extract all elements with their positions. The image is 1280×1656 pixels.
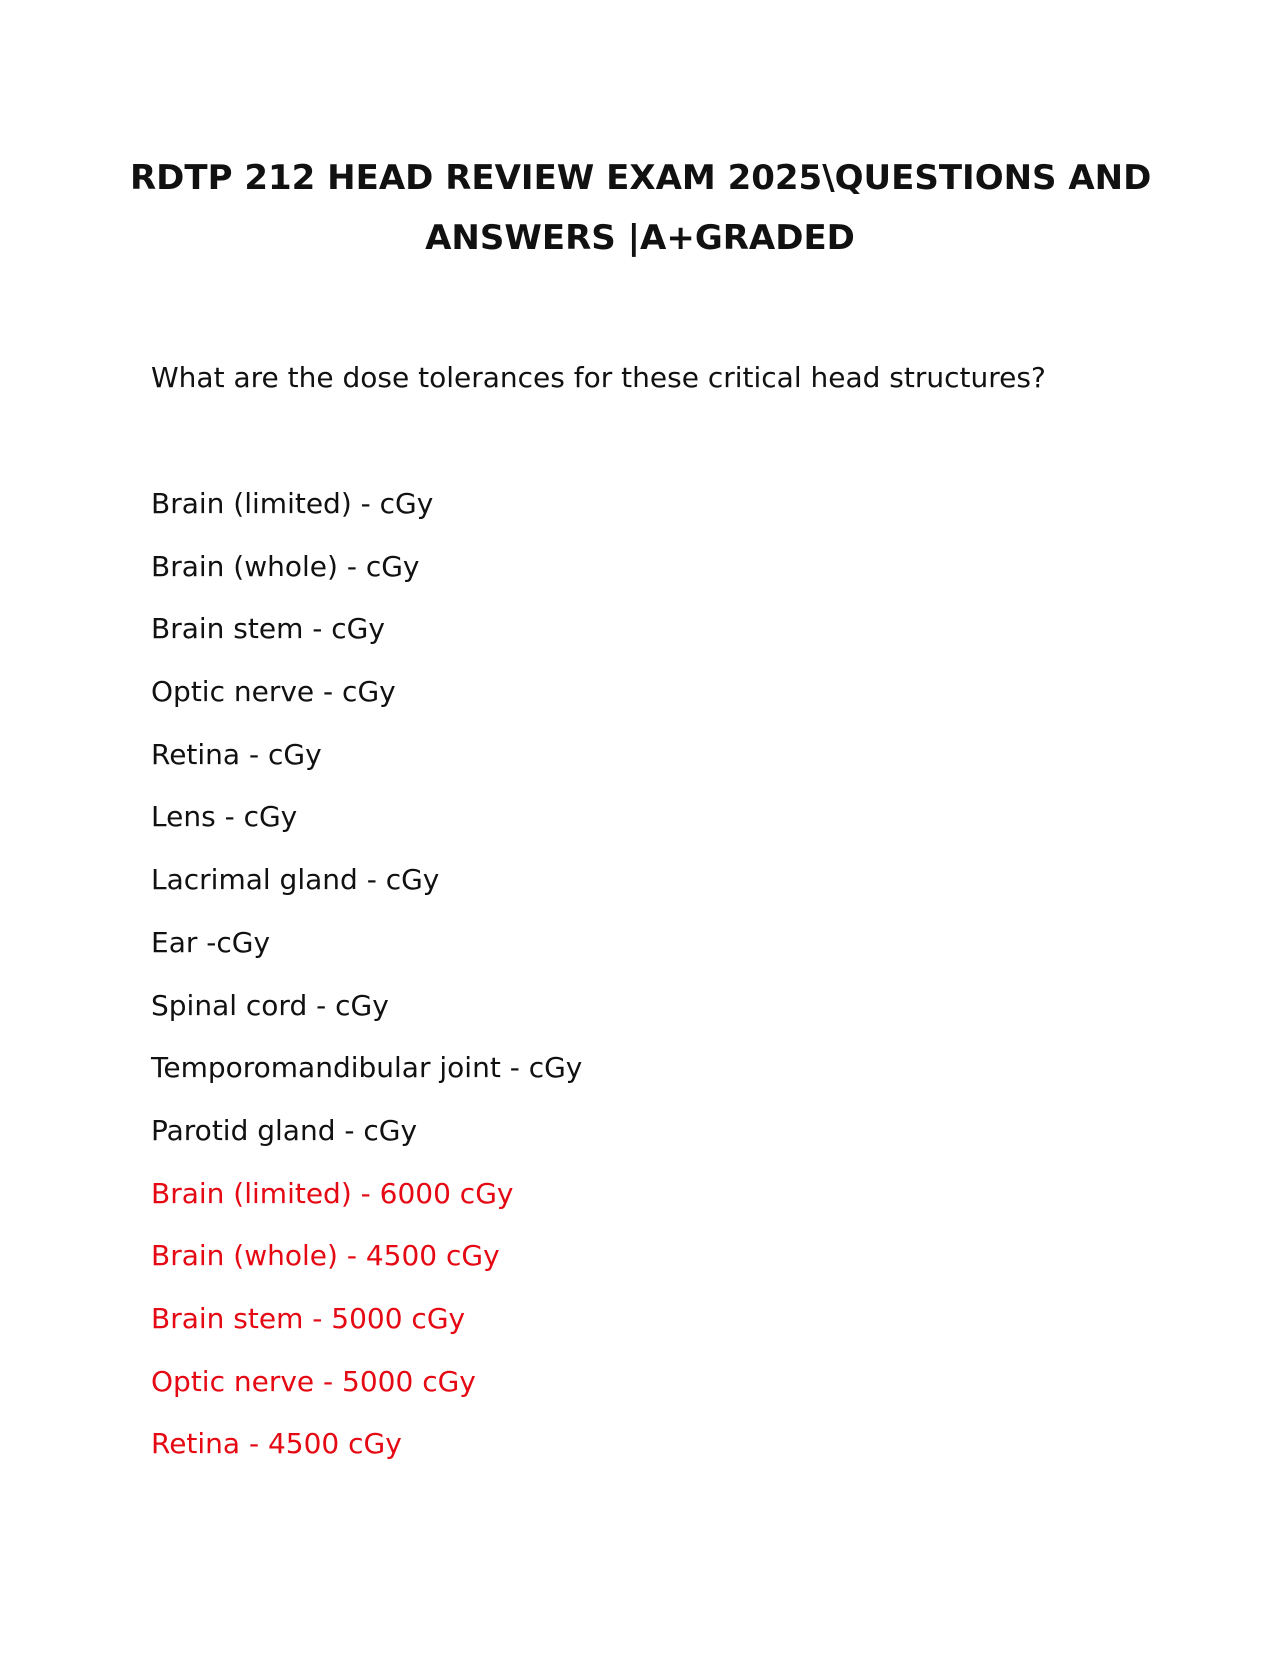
- prompt-item: Brain stem - cGy: [151, 612, 385, 646]
- prompt-item: Ear -cGy: [151, 925, 271, 959]
- prompt-item: Brain (whole) - cGy: [151, 549, 420, 583]
- prompt-item: Parotid gland - cGy: [151, 1113, 418, 1147]
- prompt-item: Spinal cord - cGy: [151, 988, 389, 1022]
- answer-item: Optic nerve - 5000 cGy: [151, 1364, 476, 1398]
- prompt-item: Temporomandibular joint - cGy: [151, 1051, 583, 1085]
- prompt-item: Brain (limited) - cGy: [151, 487, 434, 520]
- answer-item: Brain (limited) - 6000 cGy: [151, 1176, 514, 1210]
- answer-item: Retina - 4500 cGy: [151, 1427, 402, 1461]
- structure-list: [151, 484, 582, 1487]
- prompt-item: Lens - cGy: [151, 800, 298, 834]
- document-title: [130, 148, 1150, 268]
- title-line-2: ANSWERS |A+GRADED: [425, 218, 855, 258]
- prompt-item: Retina - cGy: [151, 737, 322, 771]
- answer-item: Brain (whole) - 4500 cGy: [151, 1239, 500, 1273]
- prompt-item: Lacrimal gland - cGy: [151, 863, 440, 897]
- answer-item: Brain stem - 5000 cGy: [151, 1301, 466, 1335]
- question-text: What are the dose tolerances for these critical head structures?: [151, 361, 1046, 394]
- title-line-1: RDTP 212 HEAD REVIEW EXAM 2025\QUESTIONS AND: [130, 158, 1152, 198]
- prompt-item: Optic nerve - cGy: [151, 675, 396, 709]
